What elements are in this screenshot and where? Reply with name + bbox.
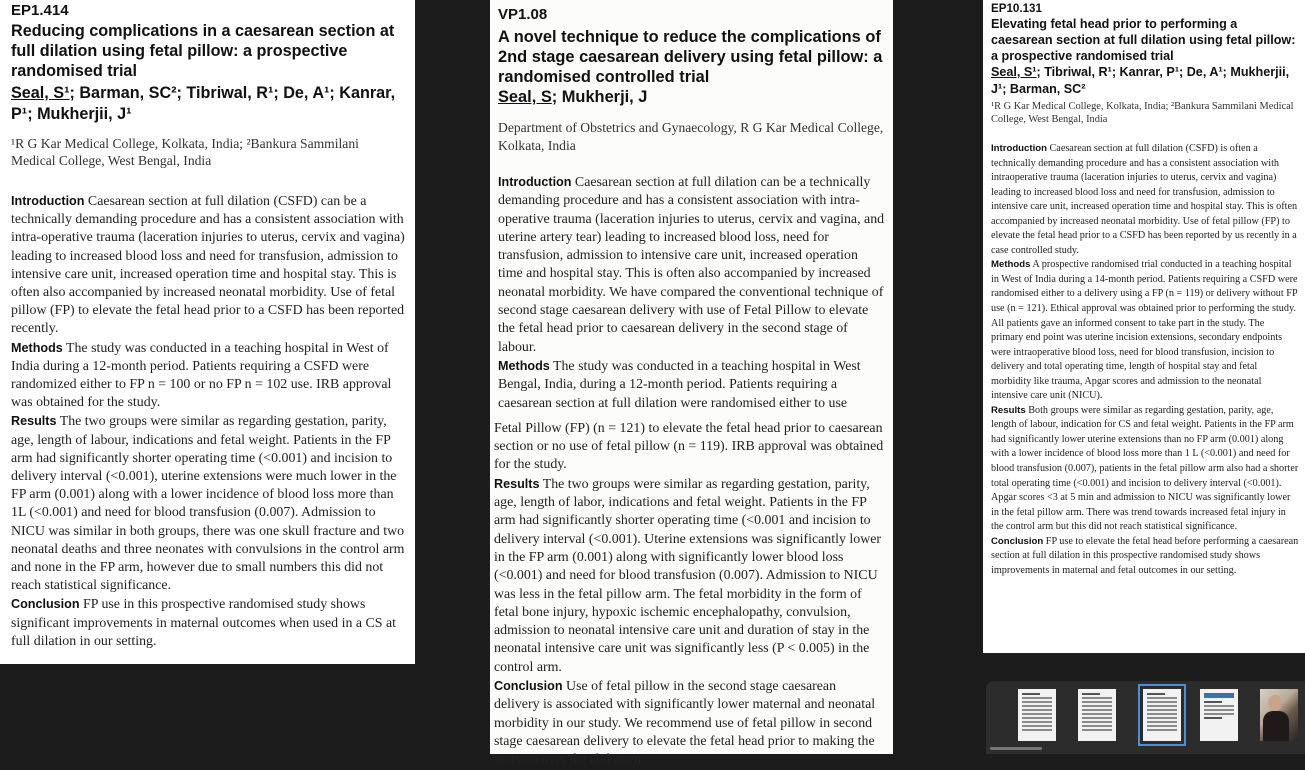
section-results bbox=[991, 404, 1299, 535]
abstract-body bbox=[991, 142, 1299, 578]
section-results bbox=[11, 412, 405, 595]
section-label: Results bbox=[494, 476, 540, 491]
author-list bbox=[498, 87, 885, 107]
abstract-code: EP1.414 bbox=[11, 2, 69, 19]
thumbnail-1[interactable] bbox=[1018, 689, 1056, 741]
first-author: Seal, S bbox=[498, 88, 552, 106]
thumbnail-scrollbar[interactable] bbox=[990, 747, 1042, 750]
abstract-body bbox=[11, 192, 405, 651]
abstract-title: Reducing complications in a caesarean section at full dilation using fetal pillow: a prospective randomised trial bbox=[11, 22, 395, 80]
section-text: Use of fetal pillow in the second stage caesarean delivery is associated with significantly lower maternal and neonatal morbidity in our study. We recommend use of fetal pillow in second stage caesarean delivery to elevate the fetal head prior to making the incision over the abdomen. bbox=[494, 679, 876, 768]
abstract-title: A novel technique to reduce the complications of 2nd stage caesarean delivery using fetal pillow: a randomised controlled trial bbox=[498, 28, 883, 86]
section-label: Results bbox=[11, 414, 57, 429]
section-label: Results bbox=[991, 404, 1026, 416]
section-label: Introduction bbox=[11, 194, 85, 208]
section-text: Caesarean section at full dilation (CSFD) can be a technically demanding procedure and has a consistent association with intra-operative trauma (laceration injuries to uterus, cervix and vagina) leading to increased blood loss and need for transfusion, admission to intensive care unit, increased operation time and hospital stay. This is often also accompanied by increased neonatal morbidity. Use of fetal pillow (FP) to elevate the fetal head prior to a CSFD has been reported recently. bbox=[11, 194, 405, 337]
abstract-code: EP10.131 bbox=[991, 2, 1042, 15]
section-methods bbox=[991, 258, 1299, 403]
section-methods bbox=[11, 339, 405, 413]
section-methods-continued bbox=[494, 420, 885, 475]
section-text: The two groups were similar as regarding gestation, parity, age, length of labor, indications and fetal weight. Patients in the FP arm had significantly shorter operating time (<0.001 and incision to delivery interval (<0.001). Uterine extensions was significantly lower in the FP arm (0.001) along with significantly lower blood loss (<0.001) and need for blood transfusion (0.007). Admission to NICU was less in the fetal pillow arm. The fetal morbidity in the form of fetal bone injury, hypoxic ischemic encephalopathy, convulsion, admission to neonatal intensive care unit and duration of stay in the neonatal intensive care unit was significantly less (P < 0.005) in the control arm. bbox=[494, 476, 882, 675]
section-label: Conclusion bbox=[11, 597, 80, 612]
section-text: FP use to elevate the fetal head before performing a caesarean section at full dilation in this prospective randomised study shows improvements in maternal and fetal outcomes in our setting. bbox=[991, 535, 1299, 576]
abstract-title: Elevating fetal head prior to performing a caesarean section at full dilation using fetal pillow: a prospective randomised trial bbox=[991, 17, 1296, 63]
other-authors: ; Mukherji, J bbox=[551, 88, 648, 106]
first-author: Seal, S¹ bbox=[11, 84, 70, 102]
affiliation: Department of Obstetrics and Gynaecology, R G Kar Medical College, Kolkata, India bbox=[498, 120, 884, 153]
other-authors: ; Barman, SC²; Tibriwal, R¹; De, A¹; Kanrar, P¹; Mukherjii, J¹ bbox=[11, 84, 396, 123]
author-list bbox=[991, 64, 1299, 97]
section-label: Conclusion bbox=[991, 535, 1044, 547]
abstract-page-vp1-08[interactable] bbox=[490, 0, 893, 768]
section-text: Caesarean section at full dilation (CSFD) is often a technically demanding procedure and has a consistent association with intraoperative trauma (laceration injuries to uterus, cervix and vagina) leading to increased blood loss and need for transfusion, admission to intensive care unit, increased operation time and hospital stay. This is often accompanied by increased neonatal morbidity. Use of fetal pillow (FP) to elevate the fetal head prior to a CSFD has been reported by us recently in a case controlled study. bbox=[991, 143, 1298, 256]
section-text: Fetal Pillow (FP) (n = 121) to elevate the fetal head prior to caesarean section or no use of fetal pillow (n = 119). IRB approval was obtained for the study. bbox=[494, 420, 884, 473]
section-label: Methods bbox=[991, 259, 1031, 271]
section-text: FP use in this prospective randomised study shows significant improvements in maternal outcomes when used in a CS at full dilation in our setting. bbox=[11, 597, 396, 649]
thumbnail-3-active[interactable] bbox=[1143, 689, 1181, 741]
section-label: Conclusion bbox=[494, 679, 563, 694]
first-author: Seal, S¹ bbox=[991, 65, 1037, 79]
thumbnail-2[interactable] bbox=[1078, 689, 1116, 741]
section-introduction bbox=[991, 142, 1299, 258]
section-label: Methods bbox=[498, 358, 550, 373]
thumbnail-4[interactable] bbox=[1200, 689, 1238, 741]
section-results bbox=[494, 475, 885, 677]
section-text: The study was conducted in a teaching hospital in West of India during a 12-month period. Patients requiring a CSFD were randomized either to FP n = 100 or no FP n = 102 use. IRB approval was obtained for the study. bbox=[11, 340, 392, 411]
abstract-page-ep1-414[interactable] bbox=[0, 0, 415, 664]
section-label: Methods bbox=[11, 340, 63, 355]
abstract-page-ep10-131[interactable] bbox=[983, 0, 1305, 653]
section-text: The two groups were similar as regarding gestation, parity, age, length of labour, indications and fetal weight. Patients in the FP arm had significantly shorter operating time (<0.001) and incision to delivery interval (<0.001), uterine extensions were much lower in the FP arm (0.001) along with a lower incidence of blood loss more than 1L (<0.001) and need for blood transfusion (0.007). Admission to NICU was similar in both groups, there was one skull fracture and two neonatal deaths and three neonates with convulsions in the control arm and none in the FP arm, however due to small numbers this did not reach statistical significance. bbox=[11, 414, 405, 594]
abstract-body bbox=[494, 173, 885, 770]
section-conclusion bbox=[11, 595, 405, 651]
thumbnail-5-photo[interactable] bbox=[1260, 689, 1298, 741]
section-text: A prospective randomised trial conducted in a teaching hospital in West of India during a 14-month period. Patients requiring a CSFD were randomised either to a delivery using a FP (n = 119) or delivery without FP use (n = 121). Ethical approval was obtained prior to performing the study. All patients gave an informed consent to take part in the study. The primary end point was uterine incision extensions, secondary endpoints were intraoperative blood loss, need for blood transfusion, incision to delivery and total operating time, length of hospital stay and fetal morbidity like trauma, Apgar scores and admission to the neonatal intensive care unit (NICU). bbox=[991, 259, 1298, 402]
affiliation: ¹R G Kar Medical College, Kolkata, India; ²Bankura Sammilani Medical College, West Bengal, India bbox=[11, 136, 359, 168]
thumbnail-strip[interactable] bbox=[986, 681, 1305, 754]
section-methods bbox=[498, 357, 885, 413]
author-list bbox=[11, 83, 405, 125]
section-text: Caesarean section at full dilation can be a technically demanding procedure and has a consistent association with intra-operative trauma (laceration injuries to uterus, cervix and vagina, and uterine artery tear) leading to increased blood loss, need for transfusion, admission to intensive care unit, increased operation time and hospital stay. This is often also accompanied by increased neonatal morbidity. We have compared the conventional technique of second stage caesarean delivery with use of Fetal Pillow to elevate the fetal head prior to caesarean delivery in the second stage of labour. bbox=[498, 175, 885, 355]
section-conclusion bbox=[494, 677, 885, 769]
section-text: Both groups were similar as regarding gestation, parity, age, length of labour, indication for CS and fetal weight. Patients in the FP arm had significantly lower uterine extensions than no FP arm (0.001) along with a lower incidence of blood loss more than 1 L (<0.001) and need for blood transfusion (0.007), patients in the fetal pillow arm also had a shorter total operating time (<0.001) and incision to delivery interval (<0.001). Apgar scores <3 at 5 min and admission to NICU was significantly lower in the fetal pillow arm. There was trend towards increased fetal injury in the control arm but this did not reach statistical significance. bbox=[991, 404, 1299, 533]
section-introduction bbox=[498, 173, 885, 357]
section-text: The study was conducted in a teaching hospital in West Bengal, India, during a 12-month period. Patients requiring a caesarean section at full dilation were randomised either to use bbox=[498, 358, 861, 411]
section-label: Introduction bbox=[991, 143, 1047, 154]
affiliation: ¹R G Kar Medical College, Kolkata, India; ²Bankura Sammilani Medical College, West Bengal, India bbox=[991, 101, 1294, 125]
abstract-code: VP1.08 bbox=[498, 6, 548, 23]
other-authors: ; Tibriwal, R¹; Kanrar, P¹; De, A¹; Mukherjii, J¹; Barman, SC² bbox=[991, 65, 1290, 96]
section-label: Introduction bbox=[498, 175, 572, 189]
section-introduction bbox=[11, 192, 405, 339]
section-conclusion bbox=[991, 535, 1299, 579]
